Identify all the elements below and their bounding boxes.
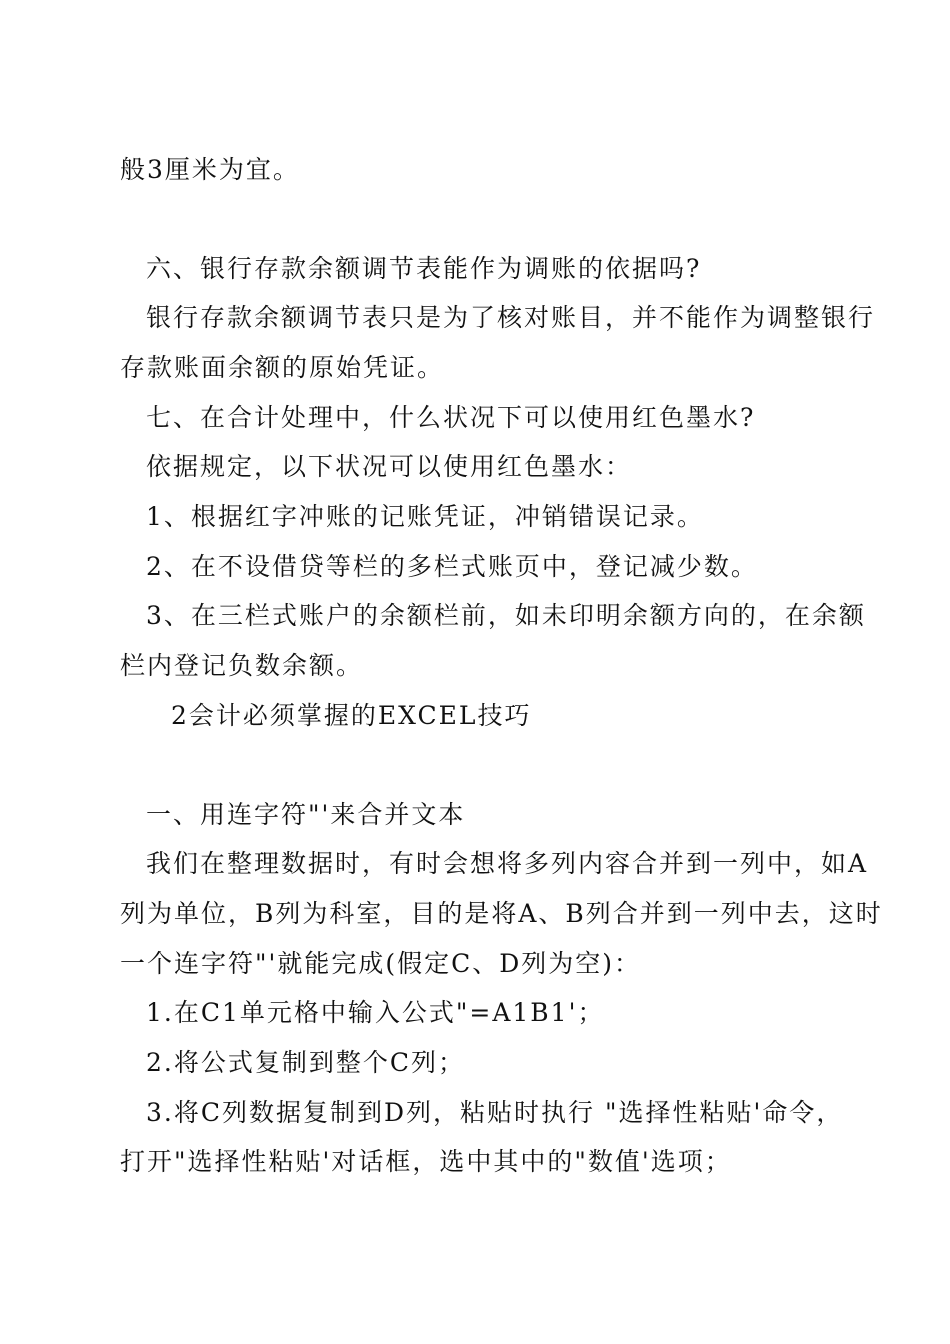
list-item: 2.将公式复制到整个C列；	[146, 1048, 465, 1077]
text-line: 我们在整理数据时，有时会想将多列内容合并到一列中，如A	[146, 849, 869, 878]
list-item: 2、在不设借贷等栏的多栏式账页中，登记减少数。	[146, 552, 758, 581]
text-line: 依据规定，以下状况可以使用红色墨水：	[146, 452, 633, 481]
text-line: 栏内登记负数余额。	[120, 651, 364, 680]
text-line: 般3厘米为宜。	[120, 155, 300, 184]
chapter-title: 2会计必须掌握的EXCEL技巧	[171, 701, 532, 730]
section-heading: 一、用连字符"'来合并文本	[146, 800, 466, 829]
text-line: 银行存款余额调节表只是为了核对账目，并不能作为调整银行	[146, 303, 876, 332]
section-heading: 七、在合计处理中，什么状况下可以使用红色墨水?	[146, 403, 756, 432]
text-line: 一个连字符"'就能完成(假定C、D列为空)：	[120, 949, 642, 978]
section-heading: 六、银行存款余额调节表能作为调账的依据吗?	[146, 254, 702, 283]
text-line: 列为单位，B列为科室，目的是将A、B列合并到一列中去，这时	[120, 899, 883, 928]
text-line: 打开"选择性粘贴'对话框，选中其中的"数值'选项；	[120, 1147, 732, 1176]
list-item: 3.将C列数据复制到D列，粘贴时执行 "选择性粘贴'命令，	[146, 1098, 844, 1127]
list-item: 1、根据红字冲账的记账凭证，冲销错误记录。	[146, 502, 704, 531]
list-item: 3、在三栏式账户的余额栏前，如未印明余额方向的，在余额	[146, 601, 866, 630]
text-line: 存款账面余额的原始凭证。	[120, 353, 445, 382]
list-item: 1.在C1单元格中输入公式"=A1B1'；	[146, 998, 605, 1027]
